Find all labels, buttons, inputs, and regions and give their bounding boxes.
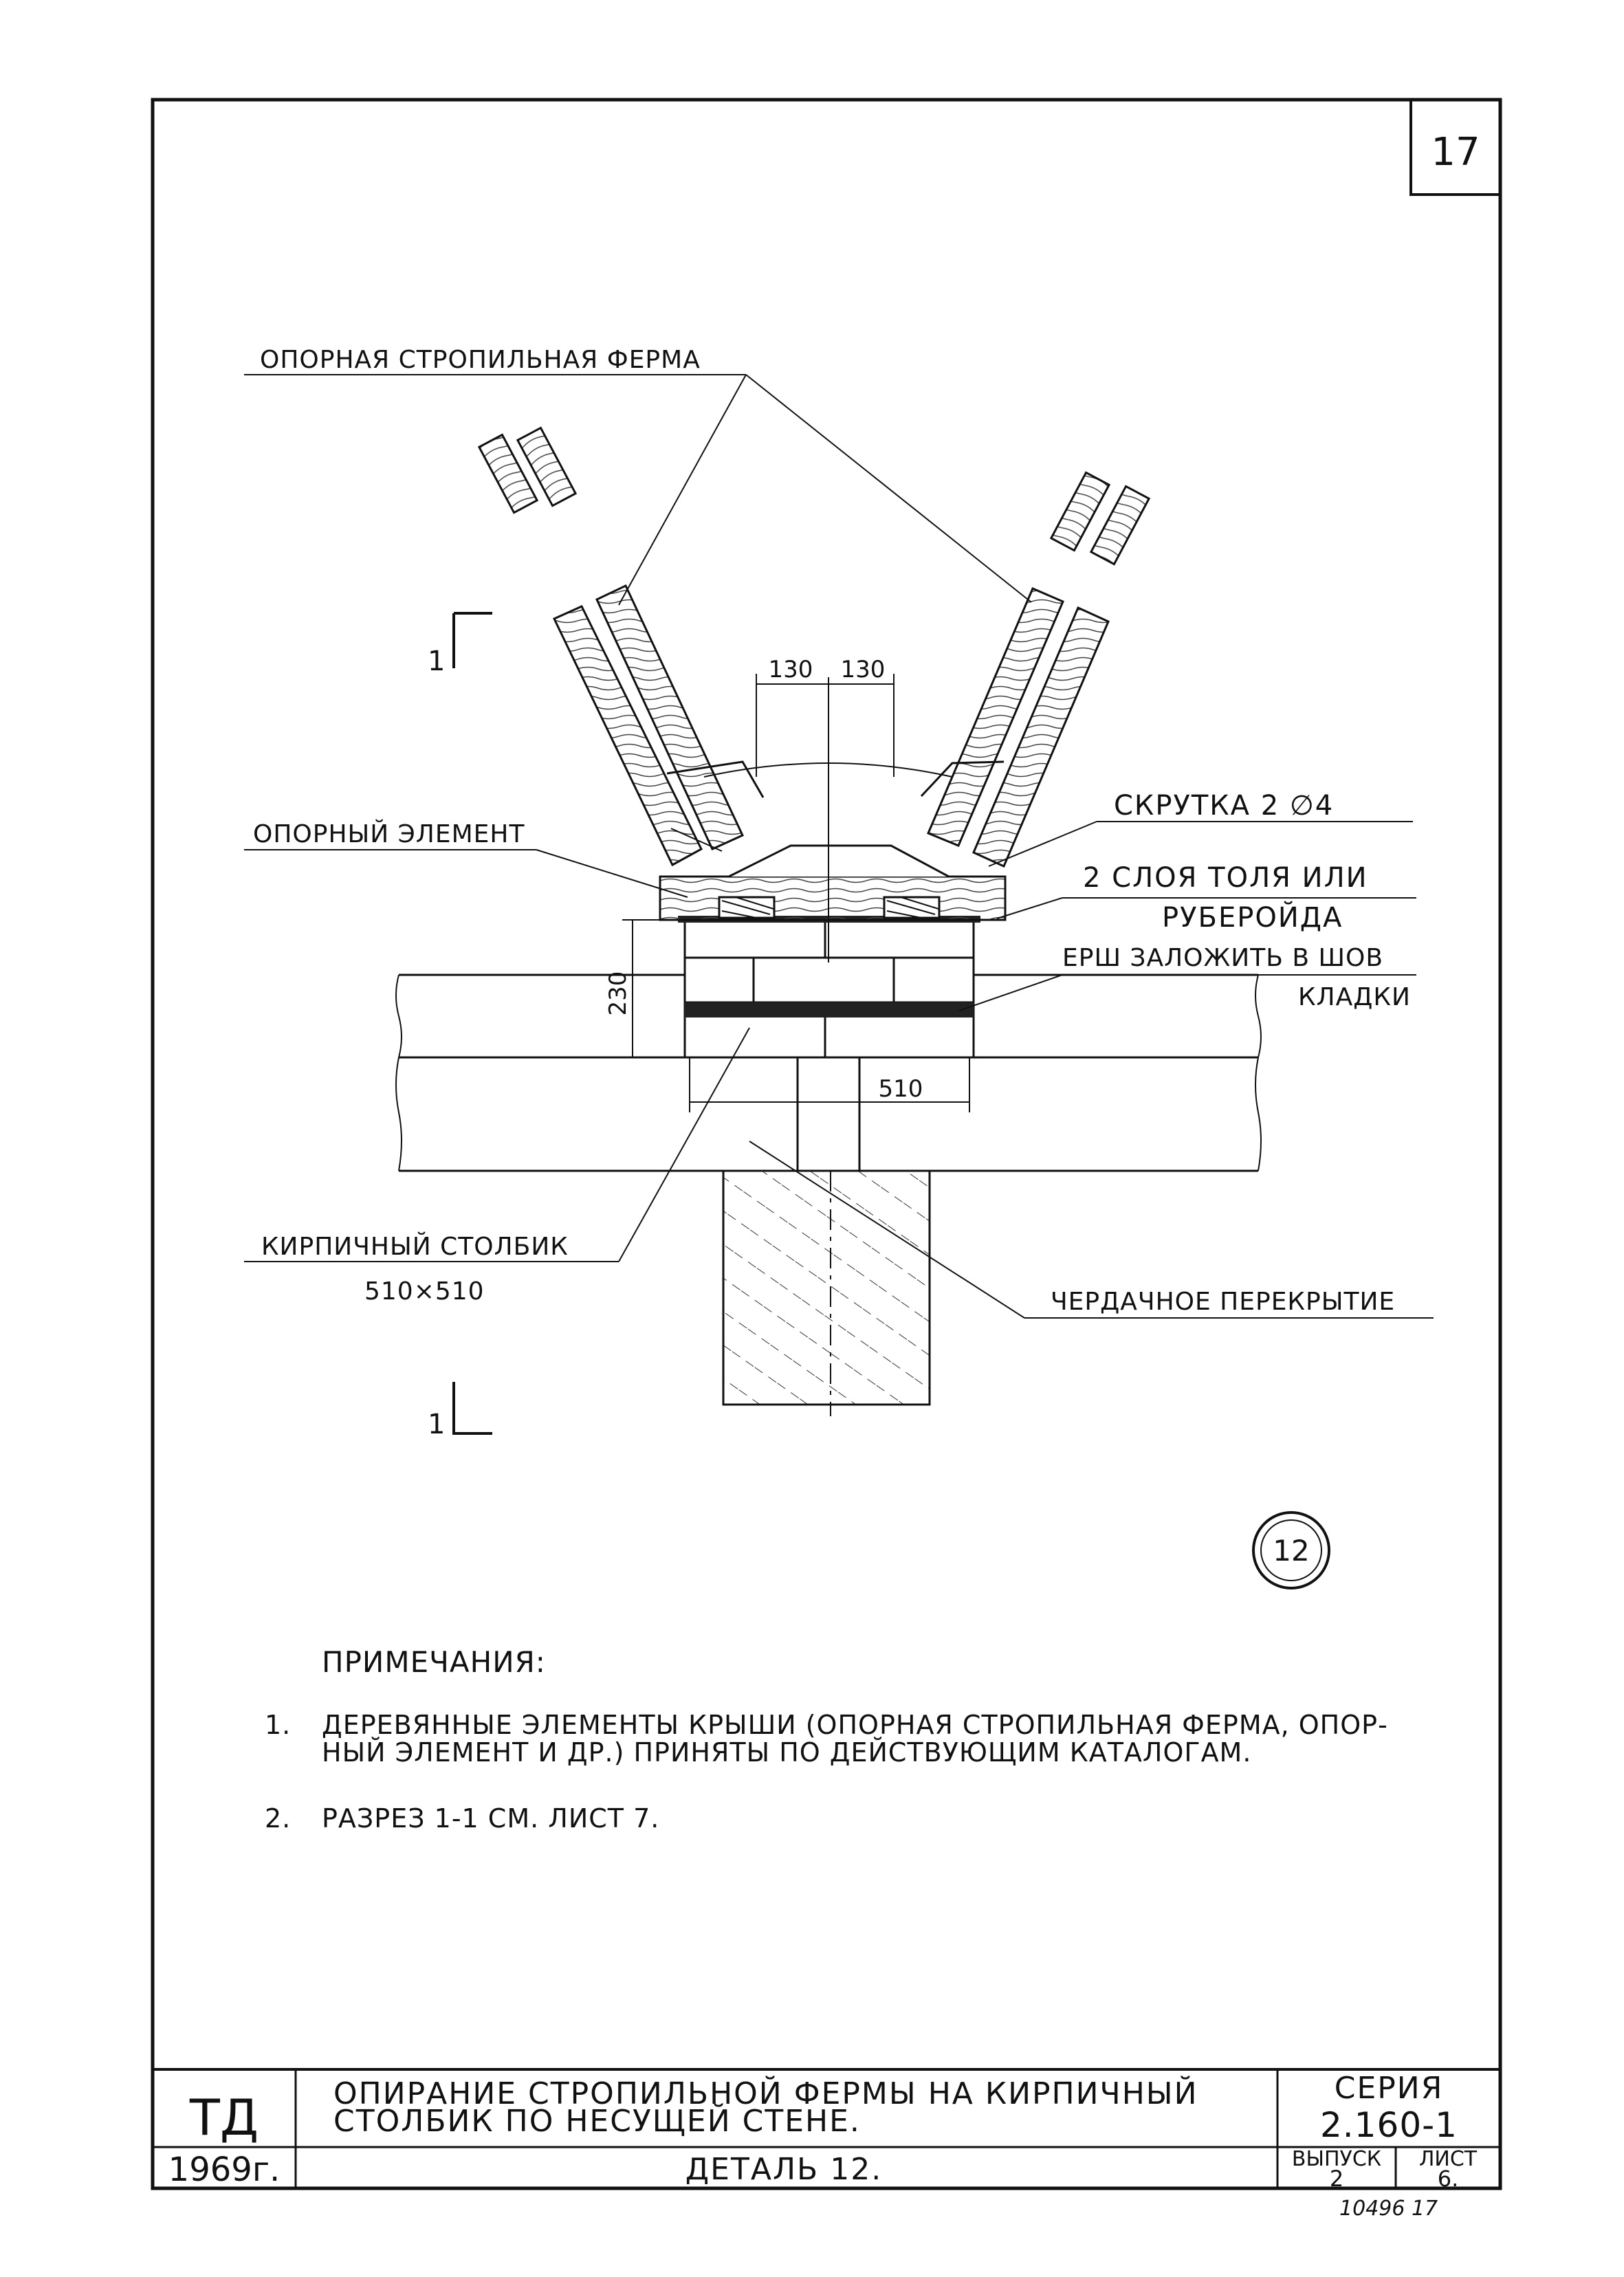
note-2-line1: РАЗРЕЗ 1-1 СМ. ЛИСТ 7. [322,1803,660,1834]
label-truss: ОПОРНАЯ СТРОПИЛЬНАЯ ФЕРМА [260,346,701,374]
sheet-frame [153,100,1500,2188]
note-2-num: 2. [265,1803,292,1834]
series-label: СЕРИЯ [1334,2071,1444,2106]
dim-510: 510 [878,1075,923,1103]
label-roofing-2: РУБЕРОЙДА [1162,902,1343,934]
label-attic-floor: ЧЕРДАЧНОЕ ПЕРЕКРЫТИЕ [1051,1288,1396,1316]
sheet-value: 6. [1437,2166,1459,2192]
title-line-1: ОПИРАНИЕ СТРОПИЛЬНОЙ ФЕРМЫ НА КИРПИЧНЫЙ [333,2076,1198,2111]
label-brick-pillar-1: КИРПИЧНЫЙ СТОЛБИК [261,1233,569,1261]
detail-marker [1253,1512,1329,1588]
sheet-label: ЛИСТ [1418,2147,1478,2171]
dim-230: 230 [604,971,632,1016]
label-brick-pillar-2: 510×510 [364,1277,485,1306]
brick-wall [723,1171,930,1405]
dim-130-right: 130 [840,656,886,683]
title-year: 1969г. [168,2150,281,2189]
label-ruff-1: ЕРШ ЗАЛОЖИТЬ В ШОВ [1062,944,1384,972]
section-mark-bottom: 1 [428,1409,447,1440]
title-org: ТД [189,2089,259,2146]
rafter-section-left [479,428,575,512]
issue-label: ВЫПУСК [1291,2147,1382,2171]
label-ruff-2: КЛАДКИ [1298,983,1411,1011]
sheet-number: 17 [1431,130,1480,175]
note-1-num: 1. [265,1710,292,1740]
rafter-section-right [1051,472,1149,564]
sheet-number-box [1411,100,1500,195]
issue-value: 2 [1329,2166,1344,2192]
label-roofing-1: 2 СЛОЯ ТОЛЯ ИЛИ [1083,862,1368,894]
dim-130-left: 130 [768,656,813,683]
support-beam [660,846,1005,920]
detail-marker-number: 12 [1273,1534,1310,1568]
title-line-2: СТОЛБИК ПО НЕСУЩЕЙ СТЕНЕ. [333,2104,861,2139]
right-rafters [921,588,1108,866]
note-1-line2: НЫЙ ЭЛЕМЕНТ И ДР.) ПРИНЯТЫ ПО ДЕЙСТВУЮЩИМ КАТАЛОГАМ. [322,1737,1252,1768]
section-mark-top: 1 [428,646,447,677]
label-support-element: ОПОРНЫЙ ЭЛЕМЕНТ [253,820,525,848]
series-value: 2.160-1 [1320,2105,1458,2145]
notes-heading: ПРИМЕЧАНИЯ: [322,1645,546,1679]
handwritten-note: 10496 17 [1339,2197,1438,2221]
note-1-line1: ДЕРЕВЯННЫЕ ЭЛЕМЕНТЫ КРЫШИ (ОПОРНАЯ СТРОПИЛЬНАЯ ФЕРМА, ОПОР- [322,1710,1388,1740]
label-twist: СКРУТКА 2 ∅4 [1114,790,1335,822]
title-detail: ДЕТАЛЬ 12. [685,2152,883,2187]
left-rafters [554,586,763,865]
